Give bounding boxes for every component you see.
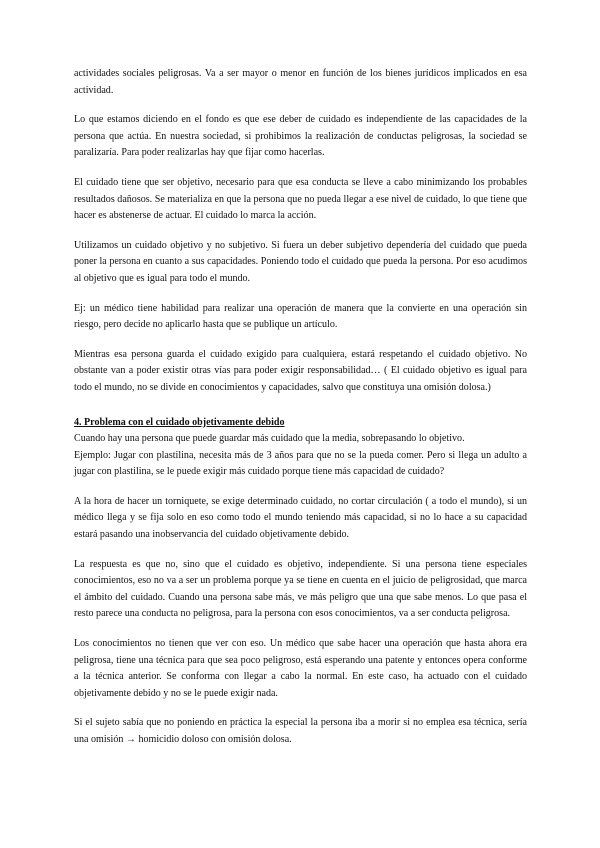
paragraph: Utilizamos un cuidado objetivo y no subjetivo. Si fuera un deber subjetivo dependería del cuidado que pueda poner la persona en cuanto a sus capacidades. Poniendo todo el cuidado que pueda la persona. Por eso acudimos al objetivo que es igual para todo el mundo. [74,239,527,284]
section-heading: 4. Problema con el cuidado objetivamente debido [74,416,285,428]
paragraph: A la hora de hacer un torniquete, se exige determinado cuidado, no cortar circulación ( a todo el mundo), si un médico llega y se fija solo en eso como todo el mundo teniendo más capacidad, si no lo hace a su capacidad estará pasando una inobservancia del cuidado objetivamente debido. [74,495,527,541]
paragraph: La respuesta es que no, sino que el cuidado es objetivo, independiente. Si una persona tiene especiales conocimientos, eso no va a ser un problema porque ya se tiene en cuenta en el juicio de peligrosidad, que marca el ámbito del cuidado. Cuando una persona sabe más, ve más peligro que una que sabe menos. Lo que pasa el resto parece una conducta no peligrosa, para la persona con esos conocimientos, va a ser conducta peligrosa. [74,558,527,620]
paragraph: Lo que estamos diciendo en el fondo es que ese deber de cuidado es independiente de las capacidades de la persona que actúa. En nuestra sociedad, si prohibimos la realización de conductas peligrosas, la sociedad se paralizaría. Para poder realizarlas hay que fijar como hacerlas. [74,114,527,159]
paragraph: Mientras esa persona guarda el cuidado exigido para cualquiera, estará respetando el cuidado objetivo. No obstante van a poder existir otras vías para poder exigir responsabilidad… ( El cuidado objetivo es igual para todo el mundo, no se divide en conocimientos y capacidades, salvo que constituya una omisión dolosa.) [74,348,527,393]
section-example: Ejemplo: Jugar con plastilina, necesita más de 3 años para que no se la pueda comer. Pero si llega un adulto a jugar con plastilina, se le puede exigir más cuidado porque tiene más capacidad de cuidado? [74,449,527,478]
paragraph: El cuidado tiene que ser objetivo, necesario para que esa conducta se lleve a cabo minimizando los probables resultados dañosos. Se materializa en que la persona que no pueda llegar a ese nivel de cuidado, lo que tiene que hacer es abstenerse de actuar. El cuidado lo marca la acción. [74,176,527,222]
section-intro: Cuando hay una persona que puede guardar más cuidado que la media, sobrepasando lo objetivo. [74,433,465,445]
paragraph: Los conocimientos no tienen que ver con eso. Un médico que sabe hacer una operación que hasta ahora era peligrosa, tiene una técnica para que sea poco peligroso, está esperando una patente y entonces opera conforme a la técnica anterior. Se conforma con llegar a cabo la normal. En este caso, ha actuado con el cuidado objetivamente debido y no se le puede exigir nada. [74,638,527,699]
paragraph: Si el sujeto sabía que no poniendo en práctica la especial la persona iba a morir si no emplea esa técnica, sería una omisión → homicidio doloso con omisión dolosa. [74,717,527,745]
paragraph: actividades sociales peligrosas. Va a ser mayor o menor en función de los bienes jurídicos implicados en esa actividad. [74,68,527,96]
paragraph: Ej: un médico tiene habilidad para realizar una operación de manera que la convierte en una operación sin riesgo, pero decide no aplicarlo hasta que se publique un artículo. [74,302,527,331]
